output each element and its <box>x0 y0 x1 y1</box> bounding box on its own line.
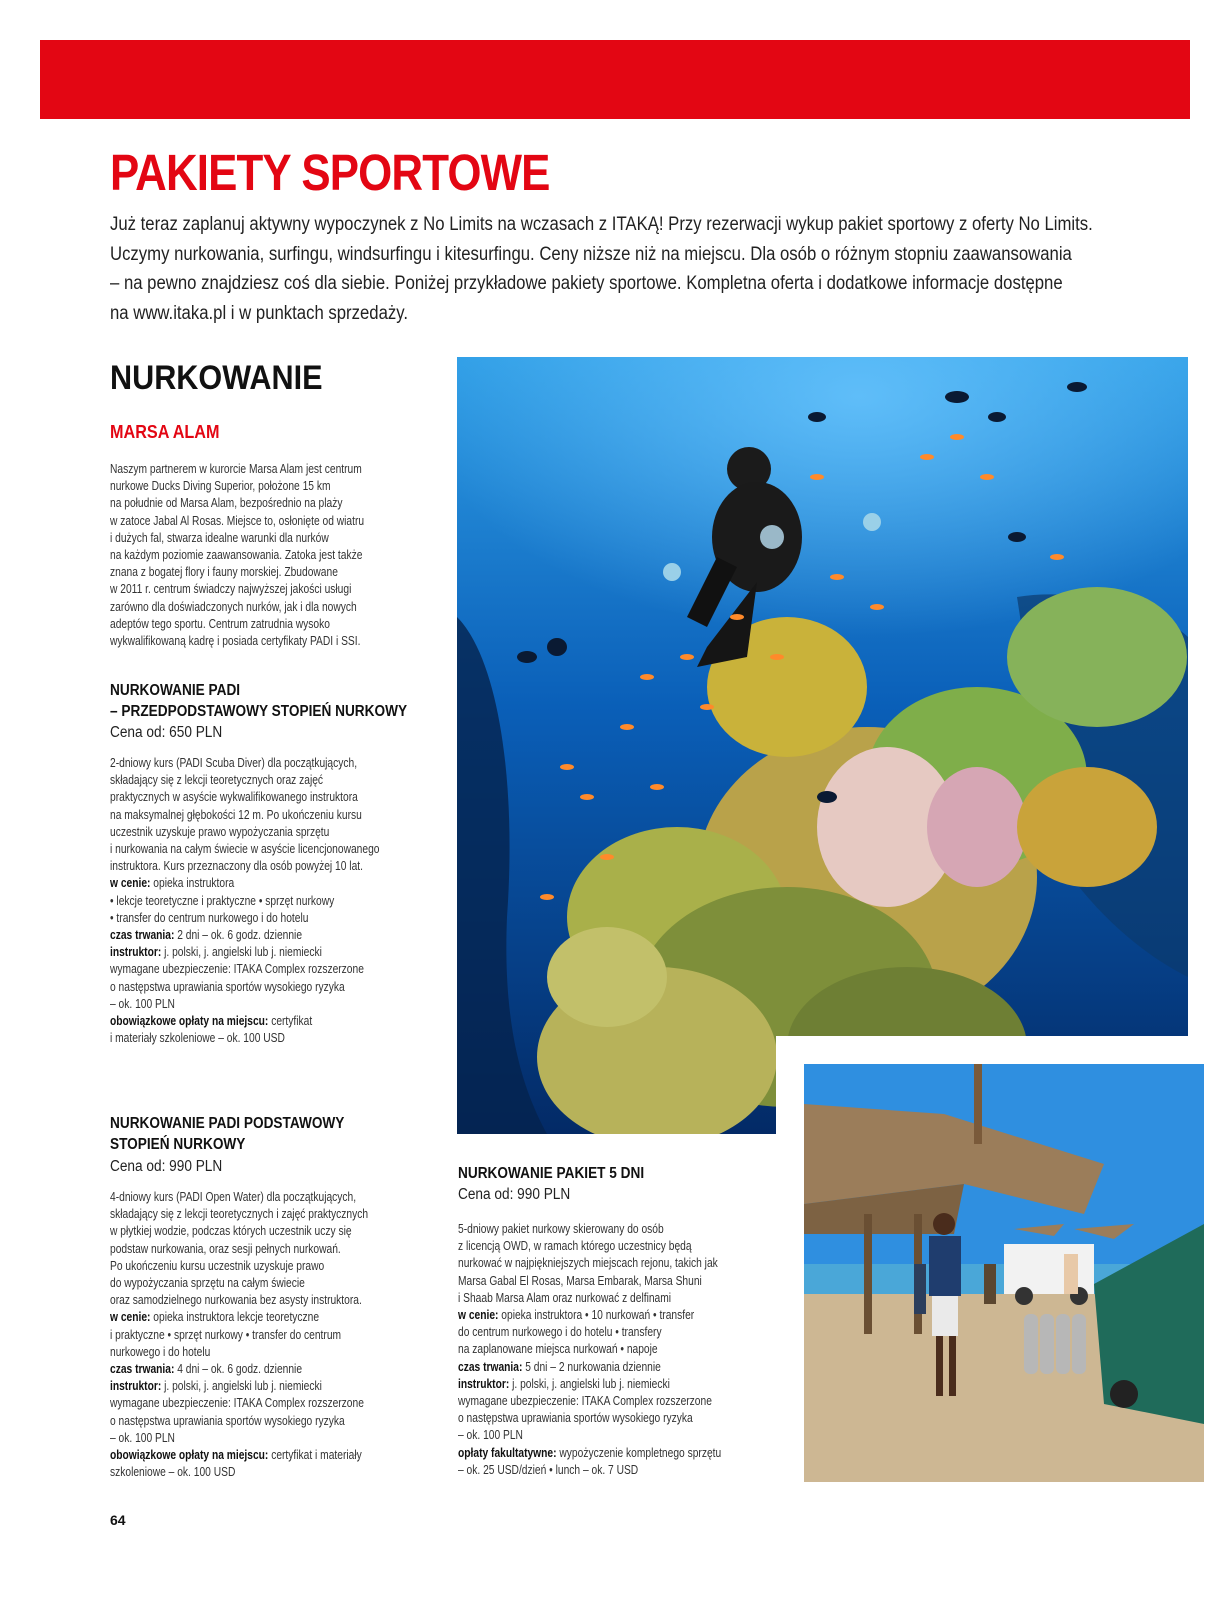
detail-text: praktycznych w asyście wykwalifikowanego instruktora <box>110 790 358 805</box>
detail-label: czas trwania: <box>110 1362 175 1377</box>
package-detail-line <box>110 1395 368 1412</box>
package-detail-line <box>110 1309 368 1326</box>
package-detail-line <box>458 1307 721 1324</box>
package-detail-line <box>110 996 379 1013</box>
package-detail-line <box>110 1013 379 1030</box>
intro-line: Uczymy nurkowania, surfingu, windsurfingu i kitesurfingu. Ceny niższe niż na miejscu. Dla osób o różnym stopniu zaawansowania <box>110 243 1072 265</box>
package-detail-line <box>458 1221 721 1238</box>
detail-text: 4 dni – ok. 6 godz. dziennie <box>174 1362 303 1377</box>
detail-text: o następstwa uprawiania sportów wysokiego ryzyka <box>458 1411 693 1426</box>
description-line: znana z bogatej flory i fauny morskiej. Zbudowane <box>110 565 338 580</box>
detail-text: w płytkiej wodzie, podczas których uczestnik uczy się <box>110 1224 352 1239</box>
package-detail-line <box>458 1427 721 1444</box>
package-title <box>110 680 407 722</box>
package-price: Cena od: 990 PLN <box>110 1158 223 1175</box>
package-title-line: NURKOWANIE PAKIET 5 DNI <box>458 1165 645 1182</box>
detail-text: wymagane ubezpieczenie: ITAKA Complex rozszerzone <box>110 1396 364 1411</box>
intro-paragraph <box>110 210 1093 328</box>
package-detail-line <box>110 1189 368 1206</box>
package-detail-line <box>110 927 379 944</box>
package-detail-line <box>458 1376 721 1393</box>
detail-text: • transfer do centrum nurkowego i do hotelu <box>110 910 309 925</box>
description-line: w 2011 r. centrum świadczy najwyższej jakości usługi <box>110 582 352 597</box>
detail-text: wypożyczenie kompletnego sprzętu <box>556 1445 722 1460</box>
detail-text: i praktyczne • sprzęt nurkowy • transfer do centrum <box>110 1327 342 1342</box>
intro-line: Już teraz zaplanuj aktywny wypoczynek z No Limits na wczasach z ITAKĄ! Przy rezerwacji wykup pakiet sportowy z oferty No Limits. <box>110 214 1093 235</box>
description-line: na każdym poziomie zaawansowania. Zatoka jest także <box>110 548 363 563</box>
detail-label: w cenie: <box>110 876 151 891</box>
detail-text: – ok. 100 PLN <box>110 996 175 1011</box>
detail-text: o następstwa uprawiania sportów wysokiego ryzyka <box>110 979 345 994</box>
header-red-bar <box>40 40 1190 119</box>
package-detail-line <box>110 1413 368 1430</box>
package-detail-line <box>110 1292 368 1309</box>
package-detail-line <box>110 1258 368 1275</box>
detail-text: i Shaab Marsa Alam oraz nurkować z delfinami <box>458 1290 672 1305</box>
package-title-line: NURKOWANIE PADI PODSTAWOWY <box>110 1115 345 1132</box>
detail-text: – ok. 25 USD/dzień • lunch – ok. 7 USD <box>458 1462 639 1477</box>
detail-text: – ok. 100 PLN <box>458 1428 523 1443</box>
package-detail-line <box>110 824 379 841</box>
package-detail-line <box>110 1241 368 1258</box>
package-detail-line <box>110 1361 368 1378</box>
detail-label: instruktor: <box>110 945 162 960</box>
page-title: PAKIETY SPORTOWE <box>110 144 550 201</box>
package-detail-line <box>458 1324 721 1341</box>
detail-text: składający się z lekcji teoretycznych oraz zajęć <box>110 773 324 788</box>
package-detail-line <box>458 1273 721 1290</box>
detail-label: opłaty fakultatywne: <box>458 1445 557 1460</box>
detail-text: uczestnik uzyskuje prawo wypożyczania sprzętu <box>110 824 330 839</box>
detail-label: czas trwania: <box>110 928 175 943</box>
detail-text: certyfikat <box>268 1014 313 1029</box>
detail-label: obowiązkowe opłaty na miejscu: <box>110 1448 269 1463</box>
detail-text: j. polski, j. angielski lub j. niemiecki <box>161 1379 322 1394</box>
detail-text: wymagane ubezpieczenie: ITAKA Complex rozszerzone <box>110 962 364 977</box>
description-line: wykwalifikowaną kadrę i posiada certyfikaty PADI i SSI. <box>110 634 361 649</box>
detail-text: Marsa Gabal El Rosas, Marsa Embarak, Marsa Shuni <box>458 1273 702 1288</box>
detail-text: j. polski, j. angielski lub j. niemiecki <box>509 1376 670 1391</box>
package-detail-line <box>110 772 379 789</box>
package-detail-line <box>110 979 379 996</box>
package-detail-line <box>458 1410 721 1427</box>
package-detail-line <box>458 1341 721 1358</box>
package-detail-line <box>110 841 379 858</box>
detail-text: 4-dniowy kurs (PADI Open Water) dla początkujących, <box>110 1190 357 1204</box>
beach-dive-center-photo <box>776 1036 1204 1482</box>
package-detail-line <box>110 1378 368 1395</box>
package-detail-line <box>110 858 379 875</box>
detail-text: 5 dni – 2 nurkowania dziennie <box>522 1359 661 1374</box>
section-title: NURKOWANIE <box>110 359 323 397</box>
package-title-line: – PRZEDPODSTAWOWY STOPIEŃ NURKOWY <box>110 703 408 720</box>
detail-text: na zaplanowane miejsca nurkowań • napoje <box>458 1342 658 1357</box>
package-title <box>458 1163 644 1184</box>
detail-text: certyfikat i materiały <box>268 1448 362 1463</box>
package-detail-line <box>110 755 379 772</box>
package-detail-line <box>458 1290 721 1307</box>
package-detail-line <box>110 875 379 892</box>
package-detail-line <box>458 1393 721 1410</box>
package-detail-line <box>110 807 379 824</box>
detail-text: szkoleniowe – ok. 100 USD <box>110 1465 236 1480</box>
package-detail-line <box>458 1445 721 1462</box>
detail-label: w cenie: <box>458 1308 499 1323</box>
detail-text: instruktora. Kurs przeznaczony dla osób powyżej 10 lat. <box>110 859 363 874</box>
detail-text: i materiały szkoleniowe – ok. 100 USD <box>110 1031 285 1046</box>
detail-text: wymagane ubezpieczenie: ITAKA Complex rozszerzone <box>458 1394 712 1409</box>
package-detail-line <box>458 1359 721 1376</box>
package-details <box>458 1221 721 1479</box>
detail-text: o następstwa uprawiania sportów wysokiego ryzyka <box>110 1413 345 1428</box>
detail-text: 2-dniowy kurs (PADI Scuba Diver) dla początkujących, <box>110 756 358 770</box>
detail-text: opieka instruktora • 10 nurkowań • transfer <box>498 1308 695 1323</box>
underwater-coral-photo <box>457 357 1188 1134</box>
detail-text: • lekcje teoretyczne i praktyczne • sprzęt nurkowy <box>110 893 335 908</box>
detail-label: w cenie: <box>110 1310 151 1325</box>
package-detail-line <box>110 961 379 978</box>
package-detail-line <box>110 1430 368 1447</box>
package-detail-line <box>110 944 379 961</box>
package-detail-line <box>110 1464 368 1481</box>
detail-text: nurkowego i do hotelu <box>110 1344 211 1359</box>
detail-text: oraz samodzielnego nurkowania bez asysty instruktora. <box>110 1293 362 1308</box>
description-line: zarówno dla doświadczonych nurków, jak i dla nowych <box>110 599 357 614</box>
page-number: 64 <box>110 1512 126 1528</box>
package-title-line: NURKOWANIE PADI <box>110 682 241 699</box>
detail-text: opieka instruktora <box>150 876 235 891</box>
package-detail-line <box>110 1030 379 1047</box>
detail-text: – ok. 100 PLN <box>110 1430 175 1445</box>
detail-label: czas trwania: <box>458 1359 523 1374</box>
package-detail-line <box>110 789 379 806</box>
package-title <box>110 1113 344 1155</box>
detail-text: z licencją OWD, w ramach którego uczestnicy będą <box>458 1239 692 1254</box>
detail-label: instruktor: <box>110 1379 162 1394</box>
detail-text: do centrum nurkowego i do hotelu • transfery <box>458 1325 662 1340</box>
description-line: nurkowe Ducks Diving Superior, położone 15 km <box>110 479 331 494</box>
package-detail-line <box>110 1223 368 1240</box>
package-detail-line <box>110 1275 368 1292</box>
package-detail-line <box>110 1447 368 1464</box>
package-details <box>110 755 379 1047</box>
package-title-line: STOPIEŃ NURKOWY <box>110 1136 246 1153</box>
description-line: na południe od Marsa Alam, bezpośrednio na plaży <box>110 496 343 511</box>
beach-illustration <box>804 1064 1204 1482</box>
detail-text: Po ukończeniu kursu uczestnik uzyskuje prawo <box>110 1258 325 1273</box>
detail-text: do wypożyczania sprzętu na całym świecie <box>110 1276 305 1291</box>
package-detail-line <box>110 1327 368 1344</box>
package-details <box>110 1189 368 1481</box>
description-line: adeptów tego sportu. Centrum zatrudnia wysoko <box>110 616 330 631</box>
location-title: MARSA ALAM <box>110 422 220 442</box>
package-detail-line <box>458 1255 721 1272</box>
package-detail-line <box>110 893 379 910</box>
detail-text: i nurkowania na całym świecie w asyście licencjonowanego <box>110 842 380 857</box>
detail-label: instruktor: <box>458 1376 510 1391</box>
intro-line: – na pewno znajdziesz coś dla siebie. Poniżej przykładowe pakiety sportowe. Kompletna oferta i dodatkowe informacje dostępne <box>110 273 1063 294</box>
detail-text: podstaw nurkowania, oraz sesji pełnych nurkowań. <box>110 1241 341 1256</box>
intro-line: na www.itaka.pl i w punktach sprzedaży. <box>110 302 409 324</box>
detail-text: j. polski, j. angielski lub j. niemiecki <box>161 945 322 960</box>
description-line: w zatoce Jabal Al Rosas. Miejsce to, osłonięte od wiatru <box>110 513 365 528</box>
detail-text: 2 dni – ok. 6 godz. dziennie <box>174 928 303 943</box>
package-detail-line <box>458 1462 721 1479</box>
package-detail-line <box>110 1206 368 1223</box>
detail-text: nurkować w najpiękniejszych miejscach rejonu, takich jak <box>458 1256 718 1271</box>
package-detail-line <box>110 910 379 927</box>
package-price: Cena od: 650 PLN <box>110 724 223 741</box>
detail-text: 5-dniowy pakiet nurkowy skierowany do osób <box>458 1222 664 1236</box>
detail-label: obowiązkowe opłaty na miejscu: <box>110 1014 269 1029</box>
description-line: i dużych fal, stwarza idealne warunki dla nurków <box>110 530 329 545</box>
package-detail-line <box>110 1344 368 1361</box>
detail-text: na maksymalnej głębokości 12 m. Po ukończeniu kursu <box>110 807 362 822</box>
detail-text: składający się z lekcji teoretycznych i zajęć praktycznych <box>110 1207 369 1222</box>
detail-text: opieka instruktora lekcje teoretyczne <box>150 1310 320 1325</box>
package-price: Cena od: 990 PLN <box>458 1186 571 1203</box>
description-line: Naszym partnerem w kurorcie Marsa Alam jest centrum <box>110 462 362 476</box>
underwater-illustration <box>457 357 1188 1134</box>
location-description <box>110 461 364 650</box>
package-detail-line <box>458 1238 721 1255</box>
